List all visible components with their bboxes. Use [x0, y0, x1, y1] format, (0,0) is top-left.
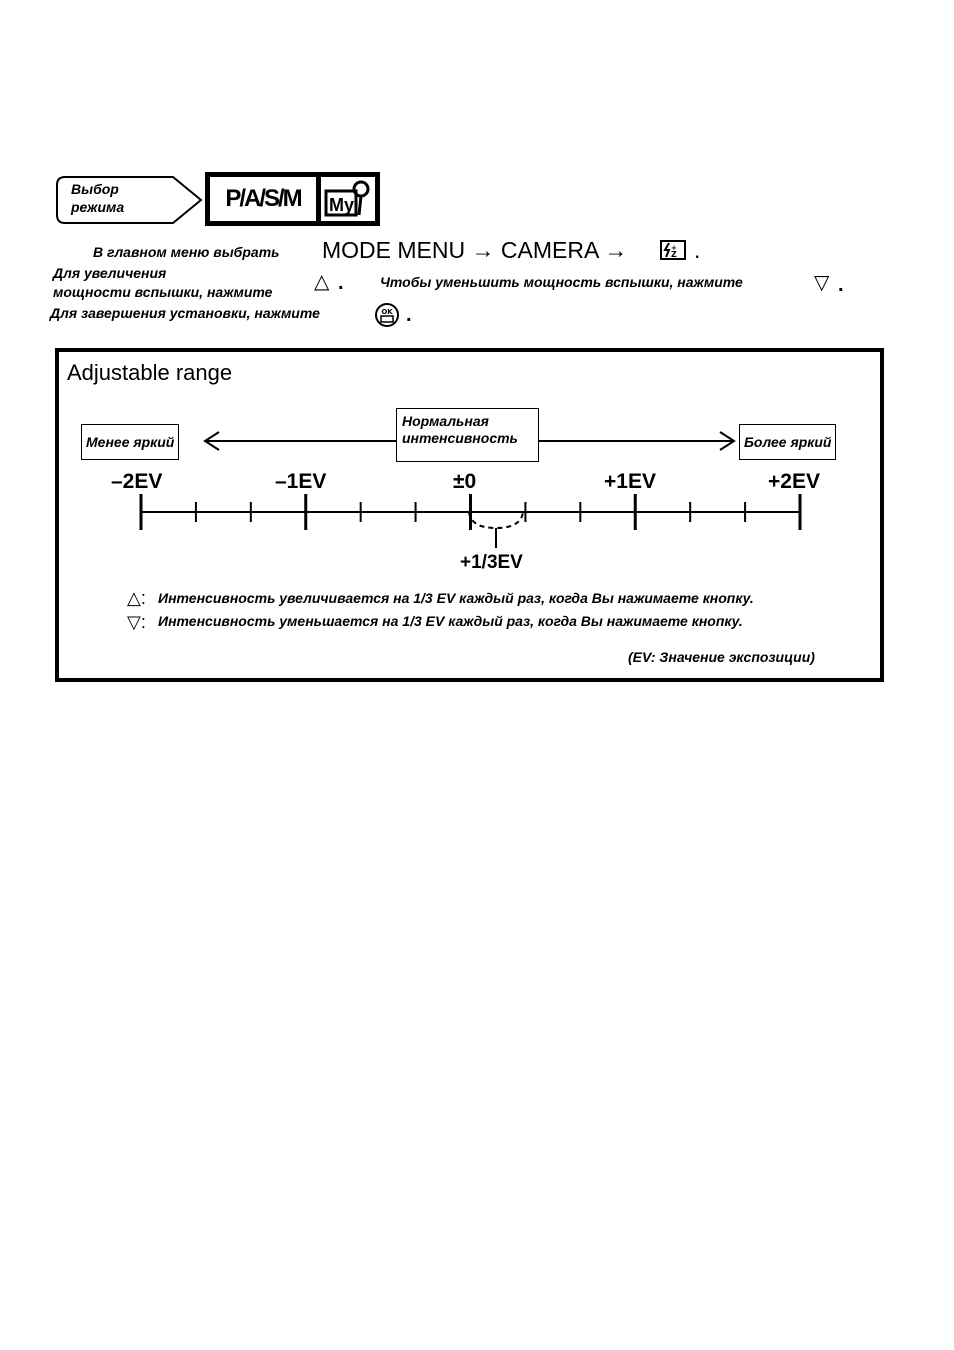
adjustable-range-panel: [55, 348, 884, 682]
range-title: Adjustable range: [67, 360, 233, 385]
scale-label-zero: ±0: [453, 470, 477, 493]
more-bright-label: Более яркий: [739, 424, 836, 460]
up-note: Интенсивность увеличивается на 1/3 EV каждый раз, когда Вы нажимаете кнопку.: [158, 590, 754, 606]
down-arrow-icon: ▽: [814, 272, 830, 294]
scale-label-plus2: +2EV: [768, 470, 820, 493]
scale-label-minus2: –2EV: [111, 470, 163, 493]
pasm-label: P/A/S/M: [210, 177, 316, 221]
flash-compensation-icon: [660, 240, 686, 260]
normal-line2: интенсивность: [402, 430, 518, 446]
step-label: +1/3EV: [460, 552, 523, 573]
normal-line1: Нормальная: [402, 413, 489, 429]
mode-badge: [205, 172, 380, 226]
ok-button-icon: [374, 302, 400, 328]
less-bright-label: Менее яркий: [81, 424, 179, 460]
normal-intensity-label: [396, 408, 539, 462]
down-symbol: ▽:: [127, 612, 146, 632]
my-mode-icon: [321, 177, 375, 221]
decrease-text: Чтобы уменьшить мощность вспышки, нажмите: [380, 274, 743, 290]
svg-text:+: +: [671, 244, 677, 252]
down-note: Интенсивность уменьшается на 1/3 EV каждый раз, когда Вы нажимаете кнопку.: [158, 613, 743, 629]
ev-footnote: (EV: Значение экспозиции): [628, 649, 815, 665]
svg-text:OK: OK: [381, 308, 393, 316]
scale-label-plus1: +1EV: [604, 470, 656, 493]
increase-period: .: [338, 272, 344, 294]
menu-instruction-prefix: В главном меню выбрать: [93, 244, 280, 260]
finish-period: .: [406, 304, 412, 326]
up-arrow-icon: △: [314, 271, 330, 293]
range-scale-graphic: [59, 352, 880, 678]
increase-text-line2: мощности вспышки, нажмите: [53, 284, 273, 300]
up-symbol: △:: [127, 588, 146, 608]
mode-tag-line1: Выбор: [71, 181, 119, 197]
menu-path: MODE MENU → CAMERA →: [322, 237, 628, 263]
increase-text-line1: Для увеличения: [53, 265, 167, 281]
svg-text:My: My: [329, 195, 355, 215]
scale-label-minus1: –1EV: [275, 470, 327, 493]
menu-path-period: .: [694, 237, 701, 263]
finish-text: Для завершения установки, нажмите: [50, 305, 320, 321]
mode-select-tag: [55, 175, 205, 225]
step-bracket: [469, 512, 523, 528]
decrease-period: .: [838, 274, 844, 296]
mode-tag-line2: режима: [71, 199, 125, 215]
svg-text:Z: Z: [671, 250, 677, 259]
